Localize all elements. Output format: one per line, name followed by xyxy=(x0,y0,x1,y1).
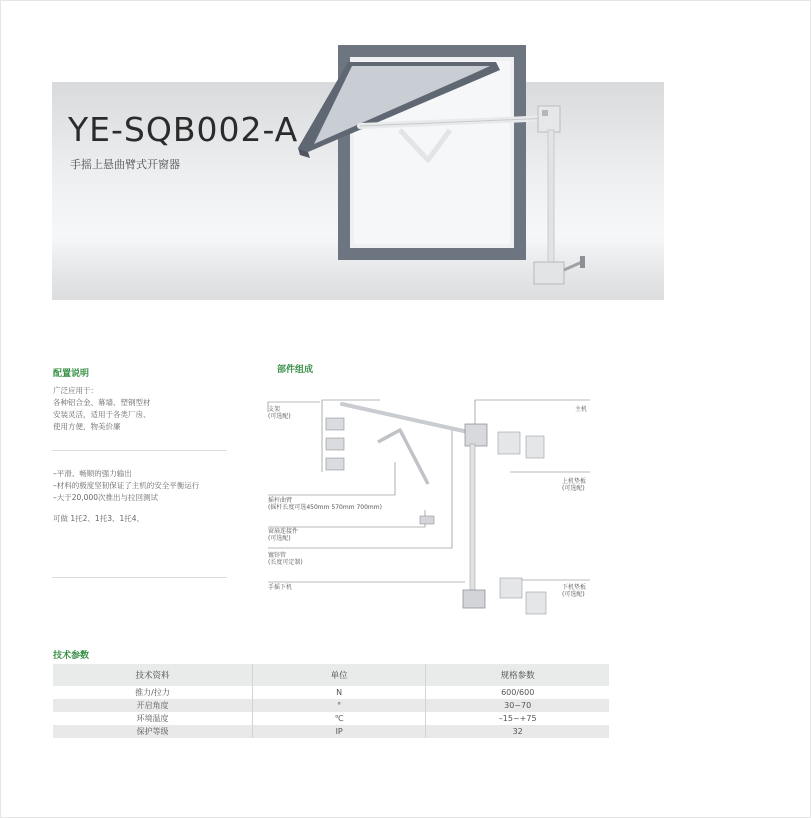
config-intro-line: 各种铝合金、幕墙、塑钢型材 xyxy=(53,398,151,407)
feature-line: –平滑、畅顺的强力输出 xyxy=(53,469,132,478)
table-row xyxy=(53,725,609,738)
column-header: 技术资料 xyxy=(53,664,252,686)
table-cell: 30~70 xyxy=(426,699,609,712)
config-intro-line: 广泛应用于： xyxy=(53,386,98,395)
table-row xyxy=(53,712,609,725)
components-title: 部件组成 xyxy=(277,365,314,375)
table-cell: 32 xyxy=(426,725,609,738)
table-cell: 推力/拉力 xyxy=(135,688,170,697)
label-connector: 窗扇连接件 (可选配) xyxy=(268,528,299,542)
label-lower-pad: 下机垫板 (可选配) xyxy=(562,584,587,598)
product-subtitle: 手摇上悬曲臂式开窗器 xyxy=(70,158,180,171)
table-cell: ° xyxy=(252,699,425,712)
specs-title: 技术参数 xyxy=(53,651,90,661)
label-arm: 摇杆曲臂 (摇杆长度可选450mm 570mm 700mm) xyxy=(268,497,382,511)
feature-line: –材料的极度坚韧保证了主机的安全平衡运行 xyxy=(53,481,200,490)
config-intro-line: 使用方便，物美价廉 xyxy=(53,422,121,431)
label-crank: 手摇下机 xyxy=(268,584,293,591)
model-number: YE-SQB002-A xyxy=(68,110,299,149)
divider xyxy=(52,577,227,578)
table-cell: 600/600 xyxy=(426,686,609,699)
table-cell: 保护等级 xyxy=(53,725,252,738)
column-header: 规格参数 xyxy=(426,664,609,686)
spec-table xyxy=(53,664,609,738)
table-cell: IP xyxy=(252,725,425,738)
window-opener-illustration xyxy=(290,40,610,290)
table-cell: ℃ xyxy=(252,712,425,725)
table-cell: N xyxy=(252,686,425,699)
label-bracket: 支架 (可选配) xyxy=(268,406,291,420)
table-row xyxy=(53,699,609,712)
table-header-row xyxy=(53,664,609,686)
table-cell: –15~+75 xyxy=(426,712,609,725)
label-rod: 镀锌管 (长度可定制) xyxy=(268,552,303,566)
table-cell: 开启角度 xyxy=(53,699,252,712)
table-row xyxy=(53,686,609,699)
column-header: 单位 xyxy=(252,664,425,686)
divider xyxy=(52,450,227,451)
table-cell: 环境温度 xyxy=(136,714,169,723)
options-line: 可做 1托2、1托3、1托4、 xyxy=(53,514,145,523)
label-upper-pad: 上机垫板 (可选配) xyxy=(562,478,587,492)
label-host: 主机 xyxy=(575,406,588,413)
config-title: 配置说明 xyxy=(53,369,90,379)
feature-line: –大于20,000次推出与拉回测试 xyxy=(53,493,158,502)
config-intro-line: 安装灵活，适用于各类厂房、 xyxy=(53,410,151,419)
